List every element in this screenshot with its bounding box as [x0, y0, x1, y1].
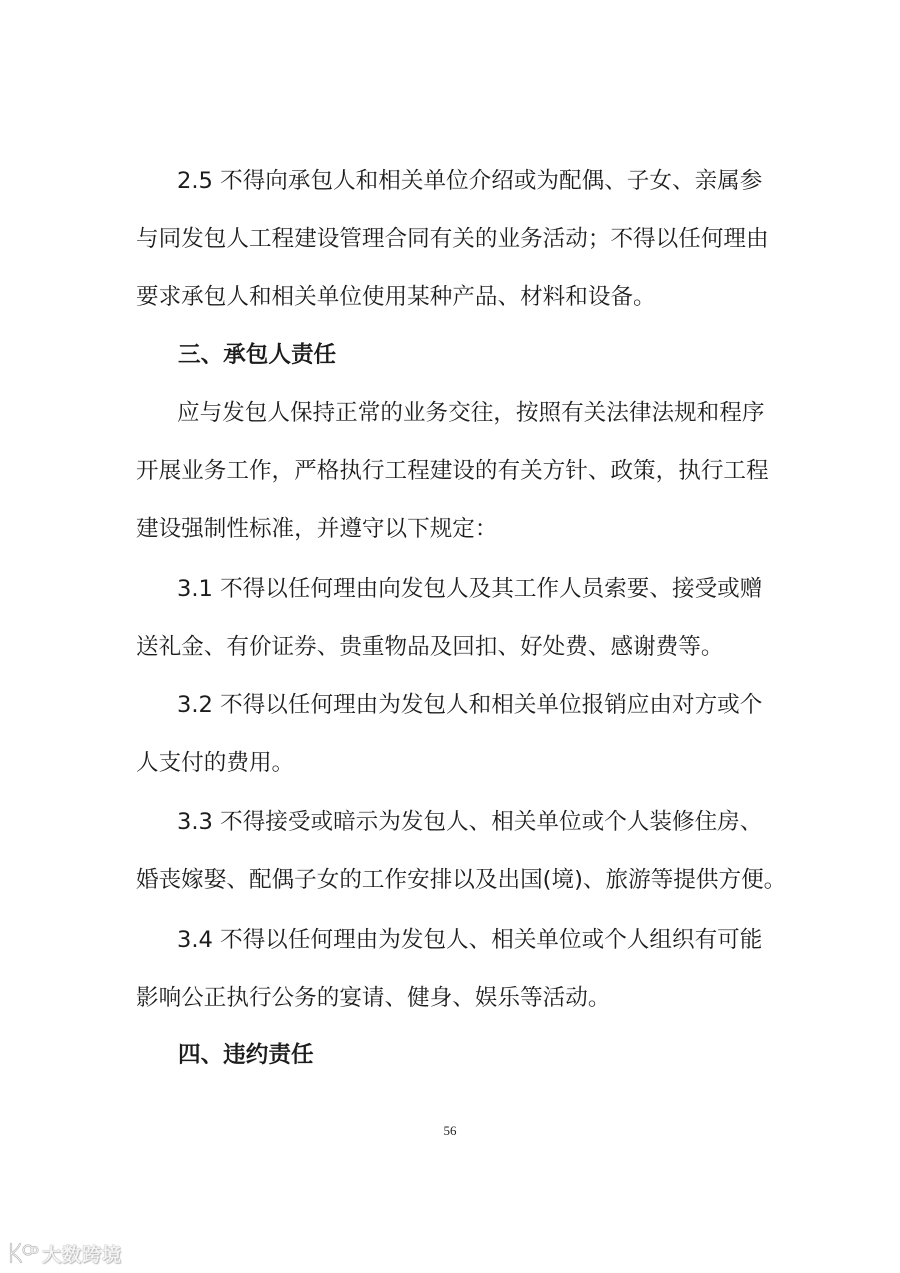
- section-3-heading: 三、承包人责任: [178, 342, 337, 368]
- clause-3-2-line-1: 3.2 不得以任何理由为发包人和相关单位报销应由对方或个: [177, 692, 763, 718]
- clause-2-5-line-3: 要求承包人和相关单位使用某种产品、材料和设备。: [136, 284, 656, 310]
- section-4-heading: 四、违约责任: [178, 1042, 314, 1068]
- watermark-text: 大数跨境: [42, 1243, 123, 1266]
- section-3-intro-line-2: 开展业务工作，严格执行工程建设的有关方针、政策，执行工程: [136, 458, 769, 484]
- watermark: [6, 1238, 122, 1268]
- clause-3-4-line-2: 影响公正执行公务的宴请、健身、娱乐等活动。: [136, 985, 611, 1011]
- clause-3-1-line-1: 3.1 不得以任何理由向发包人及其工作人员索要、接受或赠: [177, 576, 763, 602]
- clause-2-5-line-1: 2.5 不得向承包人和相关单位介绍或为配偶、子女、亲属参: [177, 168, 763, 194]
- page-number: 56: [443, 1123, 457, 1138]
- clause-3-4-line-1: 3.4 不得以任何理由为发包人、相关单位或个人组织有可能: [177, 927, 763, 953]
- clause-3-3-line-1: 3.3 不得接受或暗示为发包人、相关单位或个人装修住房、: [177, 809, 763, 835]
- section-3-intro-line-1: 应与发包人保持正常的业务交往，按照有关法律法规和程序: [177, 400, 765, 426]
- clause-3-1-line-2: 送礼金、有价证券、贵重物品及回扣、好处费、感谢费等。: [136, 634, 724, 660]
- brand-logo-icon: [6, 1239, 40, 1267]
- section-3-intro-line-3: 建设强制性标准，并遵守以下规定：: [136, 516, 498, 542]
- clause-3-2-line-2: 人支付的费用。: [136, 750, 295, 776]
- clause-2-5-line-2: 与同发包人工程建设管理合同有关的业务活动；不得以任何理由: [136, 226, 769, 252]
- clause-3-3-line-2: 婚丧嫁娶、配偶子女的工作安排以及出国(境)、旅游等提供方便。: [136, 867, 787, 893]
